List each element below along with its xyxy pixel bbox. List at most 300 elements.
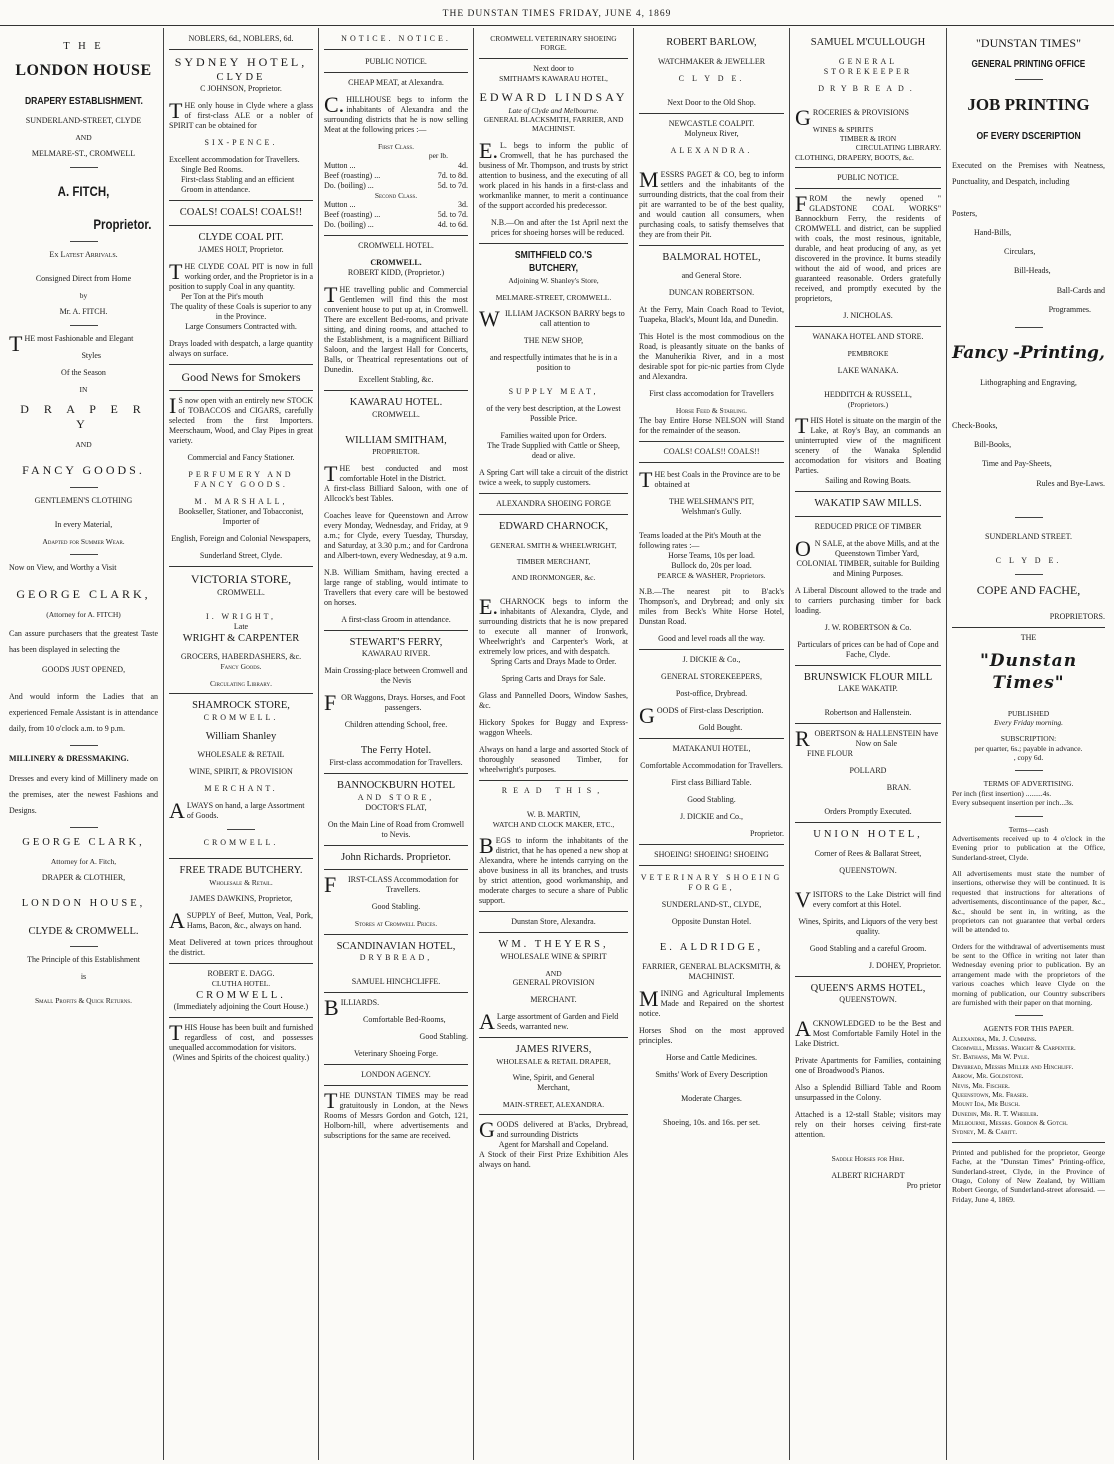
free-trade-butchery: FREE TRADE BUTCHERY. [179,865,303,877]
ferry-accommodation: First-class accommodation for Travellers. [329,758,463,768]
ferry-hotel: The Ferry Hotel. [360,745,432,757]
holt-proprietor: JAMES HOLT, Proprietor. [198,244,284,254]
advertisements-received: Advertisements received up to 4 o'clock in the Evening prior to publication at the Office, Sunderland-street, Clyde. [952,833,1105,862]
timber-merchant: TIMBER MERCHANT, [516,556,591,566]
adjoining-court: (Immediately adjoining the Court House.) [173,1002,309,1012]
families-text: Families waited upon for Orders. [500,430,607,440]
orders-withdrawal: Orders for the withdrawal of advertisements must be sent to the Office in writing not later than Wednesday evening prior to publication. By an arrangement made with the proprietors of the various coaches which leave Clyde on the morning of publication, our Country subscribers are furnished with their paper on that morning. [952,941,1105,1007]
programmes: Programmes. [1048,304,1091,314]
colonial-timber: COLONIAL TIMBER, suitable for Building and Mining Purposes. [796,558,940,578]
bullock-teams: Bullock do, 20s per load. [671,560,752,570]
sixpence: SIX-PENCE. [204,138,278,148]
proprietor-label: PROPRIETOR. [372,447,420,457]
circulating-library: Circulating Library. [210,678,272,688]
sailing-boats: Sailing and Rowing Boats. [825,475,911,485]
excellent-accommodation: Excellent accommodation for Travellers. [169,155,300,165]
nelson-horse: The bay Entire Horse NELSON will Stand for the remainder of the season. [639,415,784,435]
fancy-goods-heading: FANCY GOODS. [22,463,145,478]
melmare-street: MELMARE-STREET, CROMWELL. [495,292,612,302]
coal-pit-text: THE CLYDE COAL PIT is now in full working order, and the Proprietor is in a position to supply Coal in any quantity. [169,258,313,291]
heading-the: T H E [63,41,104,52]
circulating-library-2: CIRCULATING LIBRARY. [855,143,941,153]
brunswick-flour: BRUNSWICK FLOUR MILL [803,671,933,683]
welshman-gully: Welshman's Gully. [681,506,742,516]
watch-clock: WATCH AND CLOCK MAKER, ETC., [492,819,615,829]
circulars: Circulars, [1004,247,1036,257]
proprietors-7: PROPRIETORS. [1049,612,1105,622]
good-stabling-2: Good Stabling. [419,1032,468,1042]
travelling-text: THE travelling public and Commercial Gentlemen will find this the most convenient house to put up at, in Cromwell. There are excellent Bed-rooms, and private sitting, and dining rooms, and attached to the Establishment, is a magnificent Billiard Saloon, and the largest Hall for Concerts, Balls, or Theatrical representations out of Dunedin. [324,282,468,375]
london-house-2: LONDON HOUSE, [21,898,146,910]
wholesale-wine: WHOLESALE WINE & SPIRIT [500,951,607,961]
post-office: Post-office, Drybread. [675,689,748,699]
richards-proprietor: John Richards. Proprietor. [341,851,451,863]
public-notice-2: PUBLIC NOTICE. [837,173,899,183]
draper-clothier: DRAPER & CLOTHIER, [41,873,126,883]
every-subsequent: Every subsequent insertion per inch...3s. [952,798,1074,808]
smitham-kawarau: SMITHAM'S KAWARAU HOTEL, [499,73,608,83]
lake-wanaka: LAKE WANAKA. [837,365,899,375]
column-5 [634,28,790,1460]
fitch-proprietor: Proprietor. [93,215,152,232]
shanley-name: William Shanley [205,730,277,742]
george-clark-2: GEORGE CLARK, [22,837,145,849]
attached-stable: Attached is a 12-stall Stable; visitors may rely on their horses ceiving first-rate attention. [795,1110,941,1140]
every-friday: Every Friday morning. [994,717,1063,727]
goods-opened: GOODS JUST OPENED, [41,665,126,675]
sunderland-st: SUNDERLAND-ST., CLYDE, [661,900,762,910]
clothing-heading: GENTLEMEN'S CLOTHING [34,495,133,505]
prices-second-class [324,200,468,230]
rh-on-sale: ROBERTSON & HALLENSTEIN have Now on Sale [795,726,939,752]
price-row: Mutton ... 3d. [324,200,468,210]
latest-arrivals: Ex Latest Arrivals. [49,249,118,259]
aldridge-name: E. ALDRIDGE, [659,942,764,954]
london-house-title: LONDON HOUSE [15,61,152,79]
drybread: DRYBREAD, [359,953,433,963]
theyers-name: WM. THEYERS, [498,939,609,951]
agent-item: Melbourne, Messrs. Gordon & Gotch. [952,1118,1068,1128]
masthead: THE DUNSTAN TIMES FRIDAY, JUNE 4, 1869 [0,0,1114,26]
welshman-pit: THE WELSHMAN'S PIT, [669,496,754,506]
bookseller-text: Bookseller, Stationer, and Tobacconist, Importer of [178,507,304,527]
spring-carts: Spring Carts and Drays Made to Order. [490,656,617,666]
small-profits: Small Profits & Quick Returns. [34,996,133,1006]
hinchcliffe-name: SAMUEL HINCHCLIFFE. [351,977,441,987]
stabling-groom: Good Stabling and a careful Groom. [809,943,927,953]
consigned-text: Consigned Direct from Home [35,273,132,283]
checkbooks: Check-Books, [952,421,998,431]
timber-yard: Queenstown Timber Yard, [834,548,919,558]
meat-delivered: Meat Delivered at town prices throughout the district. [169,938,313,958]
visitors-text: VISITORS to the Lake District will find every comfort at this Hotel. [795,886,941,912]
first-class-accommodation: FIRST-CLASS Accommodation for Travellers. [324,872,459,898]
agent-text: Agent for Marshall and Copeland. [498,1140,609,1150]
agent-item: Drybread, Messrs Miller and Hinchliff. [952,1061,1074,1071]
garden-seeds: ALarge assortment of Garden and Field Seeds, warranted new. [479,1009,619,1035]
pollard: POLLARD [849,766,887,776]
ballcards: Ball-Cards and [1056,285,1105,295]
charnock-name: EDWARD CHARNOCK, [498,520,609,532]
second-class: Second Class. [374,190,418,200]
rivers-draper: WHOLESALE & RETAIL DRAPER, [496,1056,611,1066]
agent-item: St. Bathans, Mr W. Pyle. [952,1052,1030,1062]
smitham-name: WILLIAM SMITHAM, [345,434,447,446]
coals-heading: COALS! COALS! COALS!! [179,207,303,219]
intimates-text: and respectfully intimates that he is in a position to [489,352,618,372]
kidd-proprietor: ROBERT KIDD, (Proprietor.) [347,268,445,278]
wholesale-retail-2: Wholesale & Retail. [209,878,273,888]
drybread-heading: DRYBREAD. [818,83,918,93]
billiard-saloon: A first-class Billiard Saloon, with one of Allcock's best Tables. [324,483,468,503]
notice-heading: NOTICE. NOTICE. [341,34,451,43]
good-stabling: Good Stabling. [371,902,421,912]
glass-doors: Glass and Pannelled Doors, Window Sashes, &c. [479,690,628,710]
rivers-name: JAMES RIVERS, [515,1044,592,1056]
published: PUBLISHED [1007,708,1050,718]
spring-cart: A Spring Cart will take a circuit of the district twice a week, to supply customers. [479,467,628,487]
executed-text: Executed on the Premises with Neatness, Punctuality, and Despatch, including [952,160,1105,186]
general-provision: GENERAL PROVISION [512,978,595,988]
teams-loaded: Teams loaded at the Pit's Mouth at the following rates :— [639,530,761,550]
wholesale-retail: WHOLESALE & RETAIL [197,750,285,760]
agents-list [952,1034,1105,1137]
drapery-heading: D R A P E R Y [20,401,147,432]
column-1 [4,28,164,1460]
inform-text: And would inform the Ladies that an experienced Female Assistant is in attendance daily, from 10 o'clock a.m. to 9 p.m. [9,692,158,734]
bran: BRAN. [886,783,911,793]
dawkins-proprietor: JAMES DAWKINS, Proprietor, [189,894,293,904]
cromwell-2: CROMWELL. [203,712,279,722]
wanaka-hotel: WANAKA HOTEL AND STORE. [812,332,924,342]
column-3 [319,28,474,1460]
supply-text: ASUPPLY of Beef, Mutton, Veal, Pork, Hams, Bacon, &c., always on hand. [169,908,313,934]
particulars-text: Particulars of prices can be had of Cope and Fache, Clyde. [797,639,939,659]
excellent-stabling: Excellent Stabling, &c. [358,375,434,385]
children-text: Children attending School, free. [344,720,448,730]
billheads: Bill-Heads, [1014,266,1051,276]
clothing-drapery: CLOTHING, DRAPERY, BOOTS, &c. [795,152,914,162]
main-street: MAIN-STREET, ALEXANDRA. [502,1100,605,1110]
merchant-2: MERCHANT. [530,995,577,1005]
copy-price: , copy 6d. [1013,753,1044,763]
robertson-co: J. W. ROBERTSON & Co. [824,622,912,632]
vet-forge: Veterinary Shoeing Forge. [353,1049,439,1059]
nb-nearest: N.B.—The nearest pit to B'ack's Thompson's, and Drybread; and only six miles from Beck's White Horse Hotel, Dunstan Road. [639,587,784,627]
billiards-text: BILLIARDS. [324,995,380,1021]
dagg-name: ROBERT E. DAGG. [207,969,275,979]
smiths-work: Smiths' Work of Every Description [655,1069,768,1079]
blacksmith-text: GENERAL BLACKSMITH, FARRIER, AND MACHINIST. [483,115,624,134]
wine-spirit-provision: WINE, SPIRIT, & PROVISION [189,767,293,777]
cromwell-4: CROMWELL. [196,989,286,1001]
and-store: AND STORE, [357,792,435,802]
every-description: OF EVERY DSCERIPTION [976,130,1081,143]
liberal-discount: A Liberal Discount allowed to the trade and to carriers purchasing timber for back loading. [795,585,941,615]
robertson-hallenstein: Robertson and Hallenstein. [824,708,912,718]
sydney-hotel: SYDNEY HOTEL, [174,55,308,69]
read-this: READ THIS, [501,785,606,795]
column-6 [790,28,947,1460]
george-clark: GEORGE CLARK, [16,587,151,602]
late-text: Late [233,621,249,631]
single-rooms: Single Bed Rooms. [181,165,244,175]
scandinavian-hotel: SCANDINAVIAN HOTEL, [336,940,456,952]
dunstan-store: Dunstan Store, Alexandra. [511,917,596,927]
coaches-text: Coaches leave for Queenstown and Arrow every Monday, Wednesday, and Friday, at 9 a.m.; for Clyde, every Tuesday, Thursday, and Saturday, at 3.30 p.m.; and for Cardrona and Albert-town, every Wednesday, at 9 a.m. [324,510,468,560]
proprietor-6: Pro prietor [906,1180,941,1190]
trade-text: The Trade Supplied with Cattle or Sheep, dead or alive. [487,440,620,460]
mr-fitch: Mr. A. FITCH. [59,307,108,317]
subscription: SUBSCRIPTION: [1000,734,1057,744]
clutha-hotel: CLUTHA HOTEL. [211,979,271,989]
column-7 [947,28,1110,1460]
stores-prices: Stores at Cromwell Prices. [354,919,438,929]
balmoral-hotel: BALMORAL HOTEL, [662,251,761,263]
smokers-heading: Good News for Smokers [181,369,301,384]
grocers-text: GROCERS, HABERDASHERS, &c. [180,652,302,662]
matakanui-hotel: MATAKANUI HOTEL, [672,744,751,754]
dresses-text: Dresses and every kind of Millinery made on the premises, ater the newest Fashions and Designs. [9,774,158,816]
gladstone-coal: FROM the newly opened " GLADSTONE COAL WORKS" Bannockburn Ferry, the residents of CROMWELL and district, can be supplied with coals, the most resinous, ignitable, durable, and heat producing of any, as yet discovered in the province. It burns steadily without the aid of wood, and prices are guaranteed reasonable. Orders gratefully received, and promptly executed by the proprietors, [795,191,941,304]
column-2 [164,28,319,1460]
proprietors-6: (Proprietors.) [847,399,889,409]
opposite-hotel: Opposite Dunstan Hotel. [671,917,752,927]
cope-fache: COPE AND FACHE, [976,582,1081,597]
london-agency: LONDON AGENCY. [361,1070,431,1080]
wines-choicest: (Wines and Spirits of the choicest quality.) [172,1053,310,1063]
drays-text: Drays loaded with despatch, a large quantity always on surface. [169,338,313,358]
pembroke: PEMBROKE [847,349,889,359]
and-text-2: AND [75,439,92,449]
shoeing-heading: SHOEING! SHOEING! SHOEING [654,850,769,860]
dunstan-times-agency: THE DUNSTAN TIMES may be read gratuitously in London, at the News Rooms of Messrs Gordon and Gotch, 121, Holborn-hill, where advertisements and subscriptions for the same are received. [324,1088,468,1141]
agent-item: Dunedin, Mr. R. T. Wheeler. [952,1108,1039,1118]
fitch-name: A. FITCH, [57,183,110,200]
begs-text: BEGS to inform the inhabitants of the district, that he has opened a new shop at Alexandra, where he intends carrying on the above business in all its branches, and trusts by strict attention, good workmanship, and moderate charges to secure a share of Public support. [479,833,628,906]
bedrooms-text: Comfortable Bed-Rooms, [363,1015,446,1025]
timesheets: Time and Pay-Sheets, [982,459,1052,469]
lindsay-name: EDWARD LINDSAY [479,90,628,105]
per-ton: Per Ton at the Pit's mouth [181,291,264,301]
goods-description: GOODS of First-class Description. [639,703,764,729]
attorney-note: (Attorney for A. FITCH) [46,609,121,619]
stock-ales: A Stock of their First Prize Exhibition Ales always on hand. [479,1150,628,1170]
queenstown-heading: QUEENSTOWN. [839,865,897,875]
adapted-text: Adapted for Summer Wear. [42,536,125,546]
agent-item: Mount Ida, Mr Busch. [952,1099,1020,1109]
goods-delivered: GOODS delivered at B'acks, Drybread, and surrounding Districts [479,1117,628,1143]
next-door-old: Next Door to the Old Shop. [667,97,756,107]
per-inch: Per inch (first insertion) .........4s. [952,788,1052,798]
per-quarter: per quarter, 6s.; payable in advance. [974,743,1083,753]
stationer-text: Commercial and Fancy Stationer. [187,453,295,463]
moderate-charges: Moderate Charges. [681,1093,742,1103]
newspapers-text: English, Foreign and Colonial Newspapers, [171,534,311,544]
large-consumers: Large Consumers Contracted with. [185,321,297,331]
kawarau-river: KAWARAU RIVER. [361,649,431,659]
first-class-travellers: First class accomodation for Travellers [649,389,774,399]
horse-feed: Horse Feed & Stabling. [675,406,748,416]
bannockburn-hotel: BANNOCKBURN HOTEL [336,780,456,792]
and-text: AND [75,133,92,143]
agents-title: AGENTS FOR THIS PAPER. [983,1024,1074,1034]
wright-carpenter: WRIGHT & CARPENTER [182,632,300,644]
stewarts-ferry: STEWART'S FERRY, [349,636,443,648]
cromwell-hotel: CROMWELL HOTEL. [358,241,434,251]
in-text: IN [79,385,88,395]
next-door: Next door to [533,63,574,73]
lake-wakatip: LAKE WAKATIP. [838,684,898,694]
reduced-price: REDUCED PRICE OF TIMBER [814,521,922,531]
terms-advertising: TERMS OF ADVERTISING. [983,779,1074,789]
agent-item: Queenstown, Mr. Fraser. [952,1089,1029,1099]
description-text: of the very best description, at the Lowest Possible Price. [486,403,621,423]
corner-rees: Corner of Rees & Ballarat Street, [814,848,922,858]
forge-text: FORGE, [688,883,735,893]
best-coals: THE best Coals in the Province are to be obtained at [639,466,781,492]
sunderland-street: Sunderland Street, Clyde. [199,551,283,561]
comfortable-accom: Comfortable Accommodation for Travellers. [640,761,783,771]
fancy-printing: Fancy -Printing, [952,342,1105,363]
timber-iron: TIMBER & IRON [839,134,897,144]
watchmaker: WATCHMAKER & JEWELLER [657,56,766,66]
saddle-horses: Saddle Horses for Hire. [831,1154,905,1164]
cromwell-1: CROMWELL. [217,587,265,597]
cromwell-heading: CROMWELL. [370,258,422,268]
billiard-table: First class Billiard Table. [671,778,752,788]
material-text: In every Material, [54,519,113,529]
this-house-text: THIS House has been built and furnished regardless of cost, and possesses unequalled accommodation for visitors. [169,1020,313,1053]
victoria-store: VICTORIA STORE, [190,572,292,587]
barry-text: WILLIAM JACKSON BARRY begs to call attention to [479,305,625,331]
fancy-goods-2: Fancy Goods. [220,662,262,672]
hedditch-russell: HEDDITCH & RUSSELL, [824,389,912,399]
groceries-provisions: GROCERIES & PROVISIONS [795,104,909,130]
wright-name: I. WRIGHT, [206,611,276,621]
general-smith: GENERAL SMITH & WHEELWRIGHT, [490,540,617,550]
and-3: AND [545,968,562,978]
proprietor-5: Proprietor. [750,829,784,839]
smithfield-butchery: SMITHFIELD CO.'S BUTCHERY, [514,248,593,275]
queens-arms-hotel: QUEEN'S ARMS HOTEL, [810,982,926,994]
clyde-heading: CLYDE [216,71,266,83]
nicholas-name: J. NICHOLAS. [843,311,893,321]
cattle-medicines: Horse and Cattle Medicines. [665,1052,758,1062]
agent-item: Cromwell, Messrs. Wright & Carpenter. [952,1043,1076,1053]
cromwell-3: CROMWELL. [203,838,279,848]
first-class: First Class. [378,142,414,151]
drapery-establishment: DRAPERY ESTABLISHMENT. [24,95,143,108]
assure-text: Can assure purchasers that the greatest Taste has been displayed in selecting the [9,629,158,655]
always-timber: Always on hand a large and assorted Stock of thoroughly seasoned Timber, for wheelwright's purposes. [479,744,628,774]
good-roads: Good and level roads all the way. [658,634,765,644]
dickie-name-2: J. DICKIE and Co., [679,812,744,822]
hickory-spokes: Hickory Spokes for Buggy and Express-waggon Wheels. [479,717,628,737]
crossing-text: Main Crossing-place between Cromwell and the Nevis [324,666,468,686]
fashionable-text: THE most Fashionable and Elegant [9,331,134,357]
sunderland-street-7: SUNDERLAND STREET. [985,531,1072,541]
queenstown-2: QUEENSTOWN. [839,995,897,1005]
per-lb: per lb. [428,151,448,161]
charnock-text: E.CHARNOCK begs to inform the inhabitants of Alexandra, Clyde, and surrounding districts that he is now prepared to execute all manner of Ironwork, Wheelwright's and Carpenter's Work, at extremely low prices, and with despatch. [479,593,628,656]
wines-spirits: WINES & SPIRITS [812,124,874,134]
el-begs: E.L. begs to inform the public of Cromwell, that he has purchased the business of Mr. Thompson, and trusts by strict attention to business, and the executing of all work placed in his hands in a first-class and workmanlike manner, to merit a continuance of the support accorded his predecessor. [479,137,628,210]
groom-text: A first-class Groom in attendance. [341,614,451,624]
cromwell-vet: CROMWELL VETERINARY SHOEING FORGE. [490,34,617,53]
coals-heading-2: COALS! COALS!! COALS!! [663,446,760,456]
richardt-name: ALBERT RICHARDT [831,1170,905,1180]
millinery-heading: MILLINERY & DRESSMAKING. [9,754,129,764]
alex-shoeing: ALEXANDRA SHOEING FORGE [496,498,611,508]
billiard-room: Also a Splendid Billiard Table and Room unsurpassed in the Colony. [795,1083,941,1103]
horses-shod: Horses Shod on the most approved principles. [639,1025,784,1045]
farrier-text: FARRIER, GENERAL BLACKSMITH, & MACHINIST. [642,961,781,981]
pearce-washer: PEARCE & WASHER, Proprietors. [657,570,766,580]
good-stabling-3: Good Stabling. [687,795,736,805]
price-row: Beef (roasting) ... 5d. to 7d. [324,210,468,220]
wines-liquors: Wines, Spirits, and Liquors of the very best quality. [798,916,938,936]
by-text: by [79,290,88,300]
billbooks: Bill-Books, [974,440,1012,450]
agent-item: Alexandra, Mr. J. Cummins. [952,1033,1037,1043]
robertson-name: DUNCAN ROBERTSON. [668,288,755,298]
fine-flour: FINE FLOUR [807,749,854,759]
main-line: On the Main Line of Road from Cromwell to Nevis. [327,819,465,839]
doctors-flat: DOCTOR'S FLAT, [365,802,427,812]
private-apartments: Private Apartments for Families, containing one of Broadwood's Pianos. [795,1056,941,1076]
rules-byelaws: Rules and Bye-Laws. [1036,478,1105,488]
gold-bought: Gold Bought. [698,723,743,733]
address-clyde: SUNDERLAND-STREET, CLYDE [25,116,142,126]
late-clyde: Late of Clyde and Melbourne. [508,105,599,115]
merchant-text: MERCHANT. [204,784,278,794]
posters: Posters, [952,208,978,218]
now-on-view: Now on View, and Worthy a Visit [9,563,117,573]
mccullough-name: SAMUEL M'CULLOUGH [810,37,926,48]
molyneux-river: Molyneux River, [684,128,739,138]
paget-text: MESSRS PAGET & CO, beg to inform settlers and the inhabitants of the surrounding districts, that the coal from their pit are warranted to be of the best quality, and would caution all consumers, when purchasing coals, to satisfy themselves that they are from their Pit. [639,166,784,239]
terms-cash: Terms—cash [1008,824,1049,834]
all-advertisements: All advertisements must state the number of insertions, otherwise they will be continued. It is requested that instructions for alterations of advertisements, discontinuance of the paper, &c., &c., should be sent in, in writing, as the proprietors can not guarantee that verbal orders will be attended to. [952,869,1105,935]
the-7: THE [1020,633,1037,643]
nb-stabling: N.B. William Smitham, having erected a large range of stabling, would intimate to Travellers that every care will be bestowed on horses. [324,567,468,607]
imprint: Printed and published for the proprietor, George Fache, at the "Dunstan Times" Printing-office, Sunderland-street, Clyde, in the Province of Otago, Colony of New Zealand, by William Robert George, of Sunderland-street aforesaid. — Friday, June 4, 1869. [952,1147,1105,1204]
season-text: Of the Season [61,368,106,378]
general-store: and General Store. [681,271,742,281]
horse-teams: Horse Teams, 10s per load. [668,550,755,560]
clyde-7: C L Y D E. [995,555,1062,565]
shamrock-store: SHAMROCK STORE, [192,700,290,712]
cromwell-5: CROMWELL. [372,409,420,419]
kawarau-hotel: KAWARAU HOTEL. [349,397,443,409]
nb-shoeing: N.B.—On and after the 1st April next the prices for shoeing horses will be reduced. [491,217,628,237]
orders-executed: Orders Promptly Executed. [824,807,912,817]
attorney-2: Attorney for A. Fitch, [50,856,117,866]
wakatip-saw-mills: WAKATIP SAW MILLS. [814,497,922,509]
spring-sale: Spring Carts and Drays for Sale. [501,673,606,683]
price-row: Beef (roasting) ... 7d. to 8d. [324,170,468,180]
agent-item: Arrow, Mr. Goldstone. [952,1071,1024,1081]
clyde-barlow: C L Y D E. [678,73,745,83]
lithographing: Lithographing and Engraving, [980,378,1077,388]
stabling-text: First-class Stabling and an efficient Groom in attendance. [181,175,295,195]
newcastle-coalpit: NEWCASTLE COALPIT. [668,118,755,128]
clyde-coal-pit: CLYDE COAL PIT. [198,231,284,243]
always-on-hand: ALWAYS on hand, a large Assortment of Goods. [169,798,305,824]
price-row: Mutton ... 4d. [324,160,468,170]
on-sale: ON SALE, at the above Mills, and at the [795,535,940,561]
